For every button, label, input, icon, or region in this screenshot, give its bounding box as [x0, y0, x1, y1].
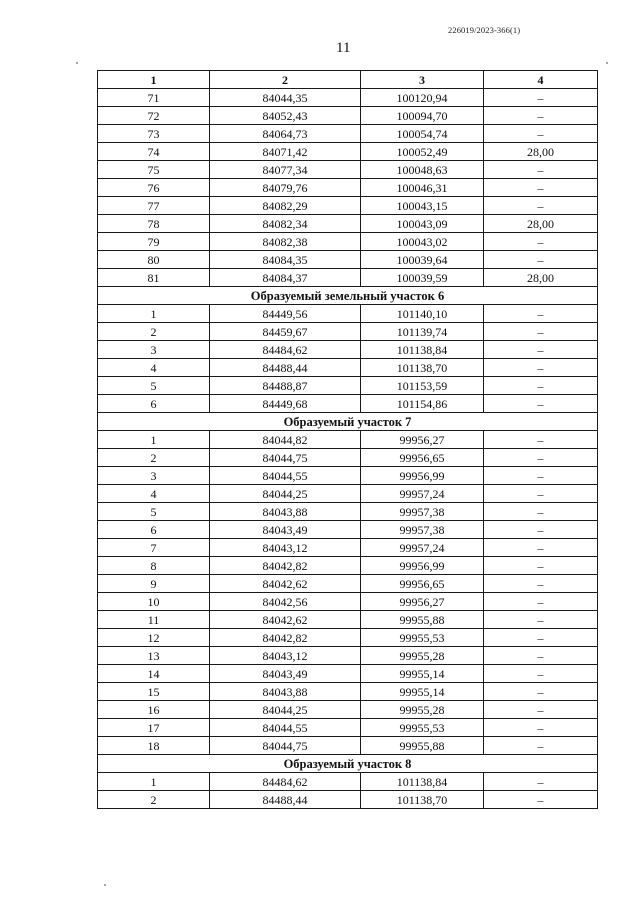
point-number: 4	[98, 359, 210, 377]
distance-value: 28,00	[484, 215, 598, 233]
x-coordinate: 84043,49	[210, 665, 361, 683]
point-number: 77	[98, 197, 210, 215]
y-coordinate: 100054,74	[361, 125, 484, 143]
section-title-row	[98, 413, 598, 431]
distance-value: 28,00	[484, 143, 598, 161]
table-header-row	[98, 71, 598, 89]
y-coordinate: 101153,59	[361, 377, 484, 395]
point-number: 6	[98, 521, 210, 539]
point-number: 1	[98, 773, 210, 791]
x-coordinate: 84042,62	[210, 575, 361, 593]
x-coordinate: 84043,49	[210, 521, 361, 539]
table-row	[98, 737, 598, 755]
distance-value: –	[484, 89, 598, 107]
y-coordinate: 101138,70	[361, 791, 484, 809]
table-row	[98, 593, 598, 611]
table-row	[98, 251, 598, 269]
point-number: 15	[98, 683, 210, 701]
point-number: 14	[98, 665, 210, 683]
coordinates-table-body	[98, 71, 598, 809]
point-number: 3	[98, 341, 210, 359]
y-coordinate: 99956,99	[361, 467, 484, 485]
x-coordinate: 84084,35	[210, 251, 361, 269]
x-coordinate: 84043,12	[210, 647, 361, 665]
point-number: 5	[98, 377, 210, 395]
distance-value: –	[484, 161, 598, 179]
point-number: 13	[98, 647, 210, 665]
y-coordinate: 100039,64	[361, 251, 484, 269]
y-coordinate: 99957,24	[361, 485, 484, 503]
point-number: 1	[98, 305, 210, 323]
x-coordinate: 84082,38	[210, 233, 361, 251]
table-row	[98, 377, 598, 395]
x-coordinate: 84044,35	[210, 89, 361, 107]
x-coordinate: 84449,68	[210, 395, 361, 413]
y-coordinate: 101140,10	[361, 305, 484, 323]
x-coordinate: 84488,44	[210, 791, 361, 809]
y-coordinate: 101139,74	[361, 323, 484, 341]
page-number: 11	[336, 40, 351, 56]
distance-value: –	[484, 251, 598, 269]
scan-dot	[606, 62, 608, 64]
distance-value: –	[484, 233, 598, 251]
table-row	[98, 143, 598, 161]
y-coordinate: 100120,94	[361, 89, 484, 107]
distance-value: –	[484, 521, 598, 539]
column-header-4: 4	[484, 71, 598, 89]
x-coordinate: 84071,42	[210, 143, 361, 161]
x-coordinate: 84077,34	[210, 161, 361, 179]
scan-dot	[104, 884, 106, 886]
point-number: 81	[98, 269, 210, 287]
x-coordinate: 84064,73	[210, 125, 361, 143]
x-coordinate: 84044,75	[210, 737, 361, 755]
x-coordinate: 84449,56	[210, 305, 361, 323]
point-number: 78	[98, 215, 210, 233]
y-coordinate: 101138,70	[361, 359, 484, 377]
y-coordinate: 99955,28	[361, 647, 484, 665]
distance-value: 28,00	[484, 269, 598, 287]
section-title: Образуемый участок 7	[98, 413, 598, 431]
distance-value: –	[484, 629, 598, 647]
table-row	[98, 485, 598, 503]
x-coordinate: 84079,76	[210, 179, 361, 197]
table-row	[98, 701, 598, 719]
scan-dot	[76, 62, 78, 64]
x-coordinate: 84459,67	[210, 323, 361, 341]
point-number: 2	[98, 791, 210, 809]
column-header-2: 2	[210, 71, 361, 89]
y-coordinate: 100094,70	[361, 107, 484, 125]
y-coordinate: 99956,65	[361, 575, 484, 593]
table-row	[98, 431, 598, 449]
table-row	[98, 179, 598, 197]
point-number: 2	[98, 323, 210, 341]
point-number: 3	[98, 467, 210, 485]
y-coordinate: 100043,02	[361, 233, 484, 251]
y-coordinate: 99956,99	[361, 557, 484, 575]
point-number: 2	[98, 449, 210, 467]
y-coordinate: 99955,28	[361, 701, 484, 719]
y-coordinate: 99955,14	[361, 683, 484, 701]
section-title: Образуемый участок 8	[98, 755, 598, 773]
distance-value: –	[484, 341, 598, 359]
distance-value: –	[484, 395, 598, 413]
x-coordinate: 84042,56	[210, 593, 361, 611]
table-row	[98, 449, 598, 467]
x-coordinate: 84043,88	[210, 503, 361, 521]
table-row	[98, 323, 598, 341]
distance-value: –	[484, 485, 598, 503]
distance-value: –	[484, 683, 598, 701]
y-coordinate: 101138,84	[361, 341, 484, 359]
y-coordinate: 99956,27	[361, 593, 484, 611]
x-coordinate: 84084,37	[210, 269, 361, 287]
distance-value: –	[484, 611, 598, 629]
x-coordinate: 84042,62	[210, 611, 361, 629]
column-header-3: 3	[361, 71, 484, 89]
y-coordinate: 100039,59	[361, 269, 484, 287]
y-coordinate: 99955,53	[361, 719, 484, 737]
table-row	[98, 503, 598, 521]
distance-value: –	[484, 773, 598, 791]
distance-value: –	[484, 647, 598, 665]
distance-value: –	[484, 737, 598, 755]
point-number: 73	[98, 125, 210, 143]
x-coordinate: 84042,82	[210, 629, 361, 647]
table-row	[98, 269, 598, 287]
table-row	[98, 665, 598, 683]
point-number: 74	[98, 143, 210, 161]
y-coordinate: 101138,84	[361, 773, 484, 791]
table-row	[98, 305, 598, 323]
point-number: 71	[98, 89, 210, 107]
x-coordinate: 84052,43	[210, 107, 361, 125]
x-coordinate: 84082,34	[210, 215, 361, 233]
distance-value: –	[484, 323, 598, 341]
distance-value: –	[484, 197, 598, 215]
distance-value: –	[484, 431, 598, 449]
table-row	[98, 395, 598, 413]
x-coordinate: 84043,88	[210, 683, 361, 701]
point-number: 75	[98, 161, 210, 179]
table-row	[98, 557, 598, 575]
point-number: 11	[98, 611, 210, 629]
x-coordinate: 84484,62	[210, 341, 361, 359]
point-number: 80	[98, 251, 210, 269]
point-number: 9	[98, 575, 210, 593]
x-coordinate: 84043,12	[210, 539, 361, 557]
distance-value: –	[484, 305, 598, 323]
point-number: 17	[98, 719, 210, 737]
table-row	[98, 773, 598, 791]
x-coordinate: 84488,44	[210, 359, 361, 377]
point-number: 1	[98, 431, 210, 449]
table-row	[98, 197, 598, 215]
distance-value: –	[484, 575, 598, 593]
point-number: 10	[98, 593, 210, 611]
x-coordinate: 84044,55	[210, 719, 361, 737]
section-title-row	[98, 287, 598, 305]
y-coordinate: 100048,63	[361, 161, 484, 179]
y-coordinate: 99956,27	[361, 431, 484, 449]
table-row	[98, 647, 598, 665]
table-row	[98, 575, 598, 593]
table-row	[98, 611, 598, 629]
point-number: 5	[98, 503, 210, 521]
column-header-1: 1	[98, 71, 210, 89]
distance-value: –	[484, 377, 598, 395]
distance-value: –	[484, 107, 598, 125]
coordinates-table	[97, 70, 598, 809]
distance-value: –	[484, 665, 598, 683]
table-row	[98, 161, 598, 179]
y-coordinate: 100043,09	[361, 215, 484, 233]
table-row	[98, 89, 598, 107]
distance-value: –	[484, 593, 598, 611]
table-row	[98, 233, 598, 251]
point-number: 8	[98, 557, 210, 575]
table-row	[98, 539, 598, 557]
point-number: 6	[98, 395, 210, 413]
x-coordinate: 84044,25	[210, 701, 361, 719]
y-coordinate: 100043,15	[361, 197, 484, 215]
distance-value: –	[484, 719, 598, 737]
distance-value: –	[484, 179, 598, 197]
y-coordinate: 99955,14	[361, 665, 484, 683]
table-row	[98, 683, 598, 701]
distance-value: –	[484, 539, 598, 557]
x-coordinate: 84082,29	[210, 197, 361, 215]
table-row	[98, 521, 598, 539]
x-coordinate: 84044,82	[210, 431, 361, 449]
distance-value: –	[484, 503, 598, 521]
document-number: 226019/2023-366(1)	[448, 25, 521, 35]
distance-value: –	[484, 557, 598, 575]
point-number: 7	[98, 539, 210, 557]
section-title: Образуемый земельный участок 6	[98, 287, 598, 305]
y-coordinate: 99957,38	[361, 521, 484, 539]
y-coordinate: 99956,65	[361, 449, 484, 467]
point-number: 12	[98, 629, 210, 647]
x-coordinate: 84042,82	[210, 557, 361, 575]
table-row	[98, 467, 598, 485]
point-number: 79	[98, 233, 210, 251]
distance-value: –	[484, 125, 598, 143]
y-coordinate: 100052,49	[361, 143, 484, 161]
y-coordinate: 99957,38	[361, 503, 484, 521]
distance-value: –	[484, 449, 598, 467]
point-number: 18	[98, 737, 210, 755]
y-coordinate: 100046,31	[361, 179, 484, 197]
y-coordinate: 99955,88	[361, 737, 484, 755]
x-coordinate: 84044,55	[210, 467, 361, 485]
y-coordinate: 101154,86	[361, 395, 484, 413]
table-row	[98, 125, 598, 143]
point-number: 4	[98, 485, 210, 503]
y-coordinate: 99957,24	[361, 539, 484, 557]
x-coordinate: 84044,75	[210, 449, 361, 467]
table-row	[98, 791, 598, 809]
distance-value: –	[484, 701, 598, 719]
distance-value: –	[484, 467, 598, 485]
point-number: 16	[98, 701, 210, 719]
table-row	[98, 341, 598, 359]
x-coordinate: 84044,25	[210, 485, 361, 503]
point-number: 72	[98, 107, 210, 125]
y-coordinate: 99955,53	[361, 629, 484, 647]
y-coordinate: 99955,88	[361, 611, 484, 629]
section-title-row	[98, 755, 598, 773]
x-coordinate: 84488,87	[210, 377, 361, 395]
point-number: 76	[98, 179, 210, 197]
x-coordinate: 84484,62	[210, 773, 361, 791]
distance-value: –	[484, 791, 598, 809]
table-row	[98, 719, 598, 737]
table-row	[98, 629, 598, 647]
table-row	[98, 359, 598, 377]
table-row	[98, 107, 598, 125]
table-row	[98, 215, 598, 233]
distance-value: –	[484, 359, 598, 377]
